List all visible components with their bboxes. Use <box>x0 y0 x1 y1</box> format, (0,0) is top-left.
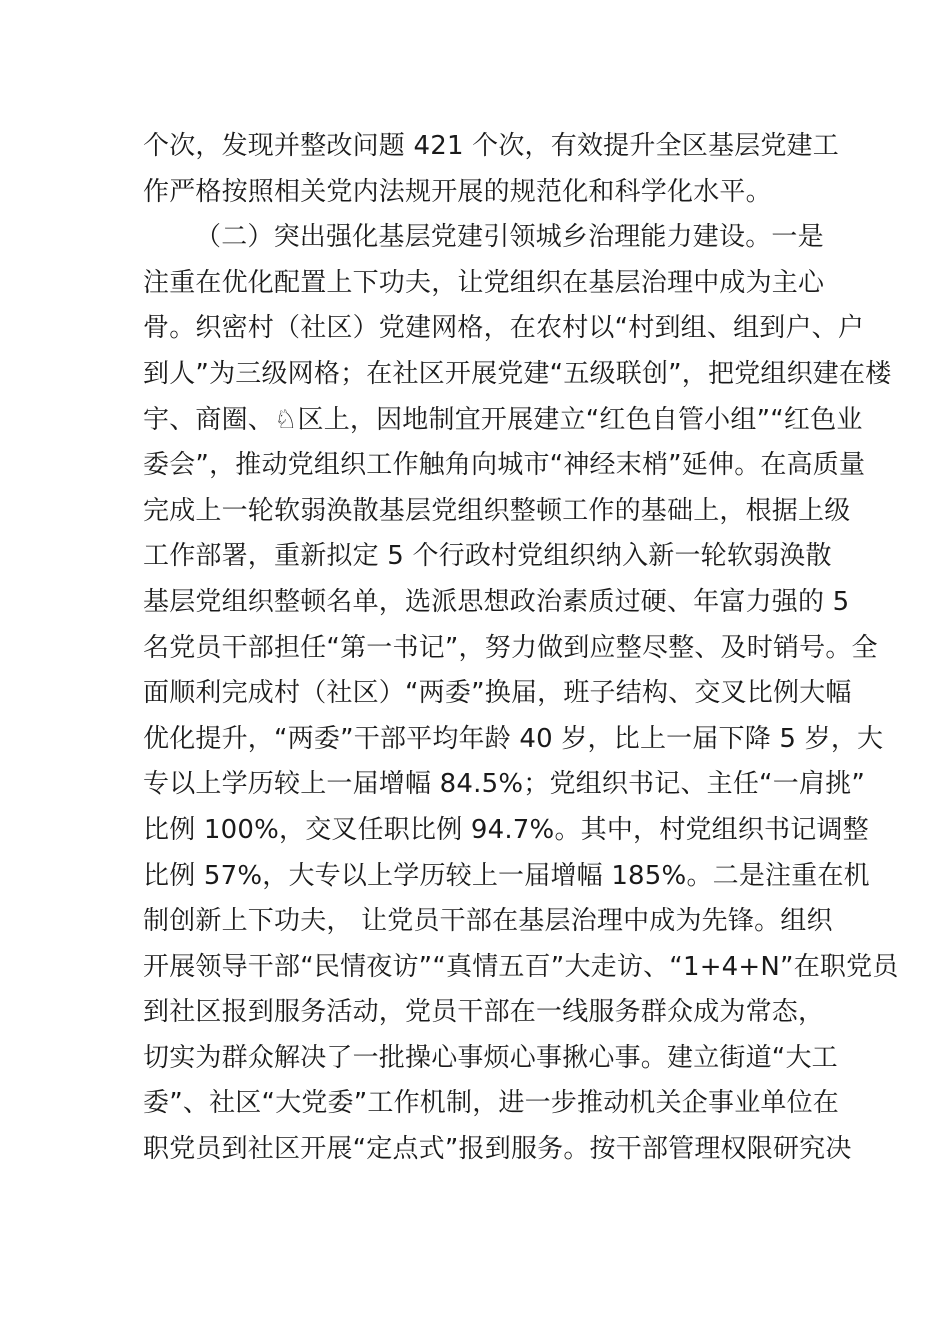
text-line: 完成上一轮软弱涣散基层党组织整顿工作的基础上，根据上级 <box>143 495 851 526</box>
text-line: 切实为群众解决了一批操心事烦心事揪心事。建立街道“大工 <box>143 1042 838 1073</box>
text-line: 工作部署，重新拟定 5 个行政村党组织纳入新一轮软弱涣散 <box>143 541 832 572</box>
text-line: 基层党组织整顿名单，选派思想政治素质过硬、年富力强的 5 <box>143 586 850 617</box>
text-line: 到社区报到服务活动，党员干部在一线服务群众成为常态， <box>143 997 825 1028</box>
body-text <box>143 124 899 1173</box>
text-line: 个次，发现并整改问题 421 个次，有效提升全区基层党建工 <box>143 131 839 161</box>
text-line: 职党员到社区开展“定点式”报到服务。按干部管理权限研究决 <box>143 1134 852 1165</box>
text-line: 优化提升，“两委”干部平均年龄 40 岁，比上一届下降 5 岁，大 <box>143 723 884 754</box>
text-line: 制创新上下功夫， 让党员干部在基层治理中成为先锋。组织 <box>143 906 833 937</box>
text-line: 比例 100%，交叉任职比例 94.7%。其中，村党组织书记调整 <box>143 814 869 845</box>
text-line: 骨。织密村（社区）党建网格，在农村以“村到组、组到户、户 <box>143 313 865 344</box>
text-line: 专以上学历较上一届增幅 84.5%；党组织书记、主任“一肩挑” <box>143 769 866 800</box>
text-line: 注重在优化配置上下功夫，让党组织在基层治理中成为主心 <box>143 267 825 298</box>
text-line: 名党员干部担任“第一书记”，努力做到应整尽整、及时销号。全 <box>143 632 878 663</box>
text-line: 宇、商圈、♘区上，因地制宜开展建立“红色自管小组”“红色业 <box>143 404 863 435</box>
text-line: 开展领导干部“民情夜访”“真情五百”大走访、“1+4+N”在职党员 <box>143 951 899 982</box>
text-line: 比例 57%，大专以上学历较上一届增幅 185%。二是注重在机 <box>143 860 870 891</box>
text-line: 委”、社区“大党委”工作机制，进一步推动机关企事业单位在 <box>143 1088 840 1119</box>
section-heading-line: （二）突出强化基层党建引领城乡治理能力建设。一是 <box>195 222 824 253</box>
text-line: 到人”为三级网格；在社区开展党建“五级联创”，把党组织建在楼 <box>143 358 892 389</box>
text-line: 委会”，推动党组织工作触角向城市“神经末梢”延伸。在高质量 <box>143 450 866 481</box>
text-line: 作严格按照相关党内法规开展的规范化和科学化水平。 <box>143 176 772 207</box>
text-line: 面顺利完成村（社区）“两委”换届，班子结构、交叉比例大幅 <box>143 678 852 709</box>
